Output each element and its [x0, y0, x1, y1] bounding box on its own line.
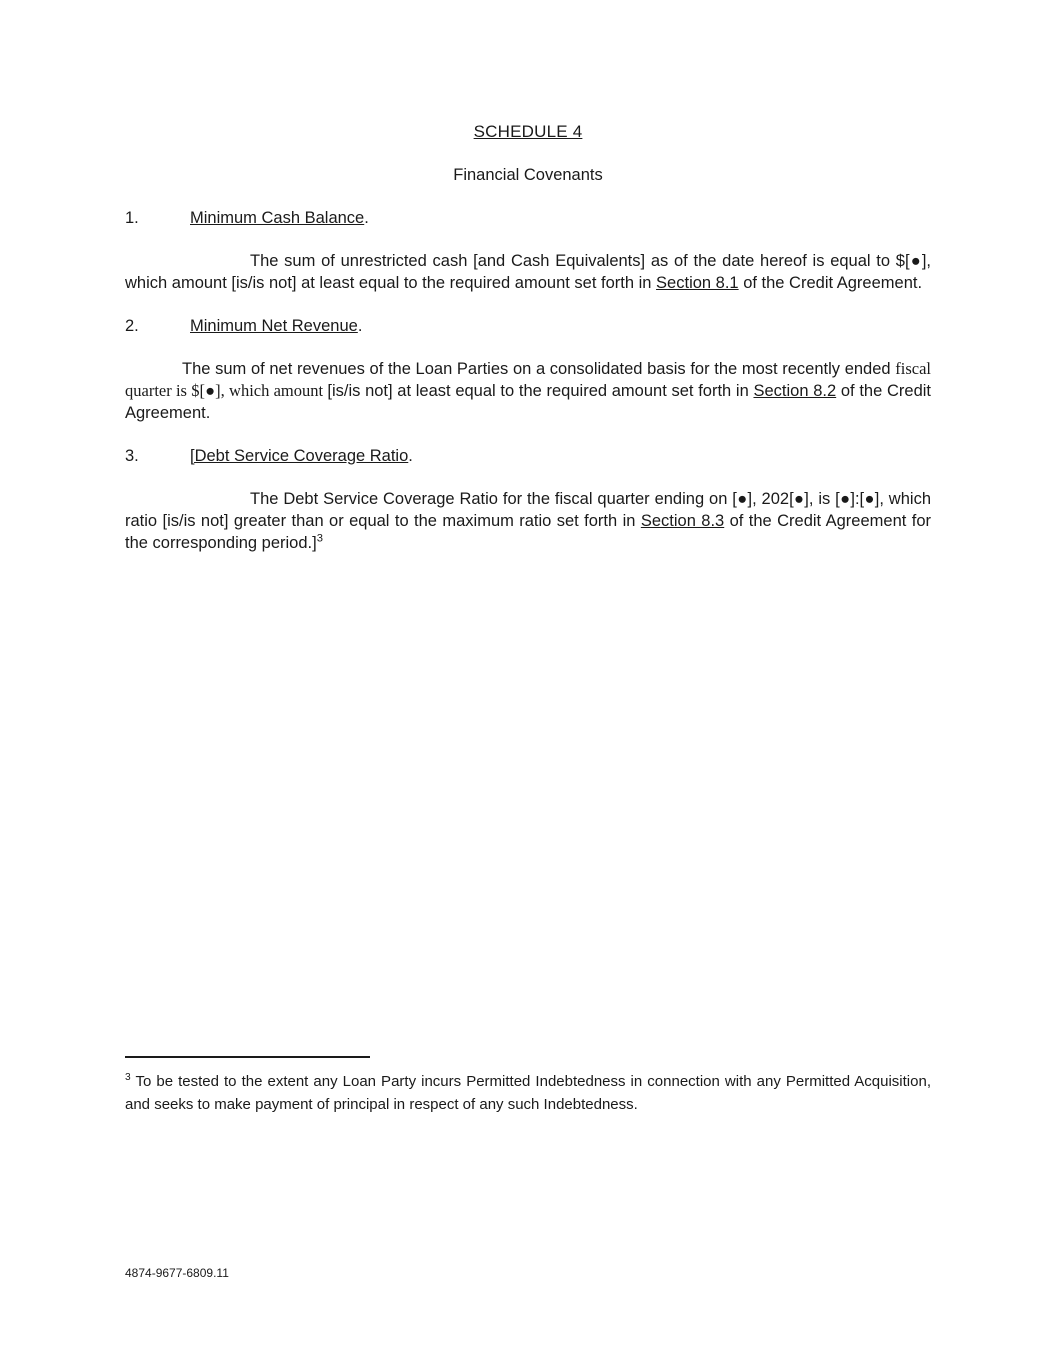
footnote [125, 1056, 931, 1116]
section-1-paragraph: The sum of unrestricted cash [and Cash Equivalents] as of the date hereof is equal to $[●], which amount [is/is not] at least equal to the required amount set forth in Section 8.1 of the Credit Agreement. [125, 252, 931, 292]
section-3-heading [125, 445, 931, 467]
document-body [0, 0, 1055, 554]
footnote-text: $^3$ To be tested to the extent any Loan Party incurs Permitted Indebtedness in connection with any Permitted Acquisition, and seeks to make payment of principal in respect of any such Indebtedness. [125, 1072, 931, 1113]
section-1-number: 1. [125, 209, 139, 227]
section-3-paragraph: The Debt Service Coverage Ratio for the fiscal quarter ending on [●], 202[●], is [●]:[●], which ratio [is/is not] greater than or equal to the maximum ratio set forth in Section 8.3 of the Credit Agreement for the corresponding period.]$^3$ [125, 490, 931, 552]
section-2-heading [125, 315, 931, 337]
footnote-separator-rule [125, 1056, 370, 1058]
section-3-title: [Debt Service Coverage Ratio. [190, 447, 413, 465]
section-2-paragraph: The sum of net revenues of the Loan Parties on a consolidated basis for the most recently ended fiscal quarter is $[●], which amount [is/is not] at least equal to the required amount set forth in Section 8.2 of the Credit Agreement. [125, 359, 932, 422]
page-title-text: SCHEDULE 4 [473, 122, 583, 141]
page-title [125, 121, 931, 143]
document-control-number: 4874-9677-6809.11 [125, 1266, 229, 1280]
page-subtitle: Financial Covenants [453, 166, 603, 184]
section-2-title: Minimum Net Revenue. [190, 317, 363, 335]
section-1-title: Minimum Cash Balance. [190, 209, 369, 227]
section-3-number: 3. [125, 447, 139, 465]
section-2-number: 2. [125, 317, 139, 335]
section-1-heading [125, 207, 931, 229]
